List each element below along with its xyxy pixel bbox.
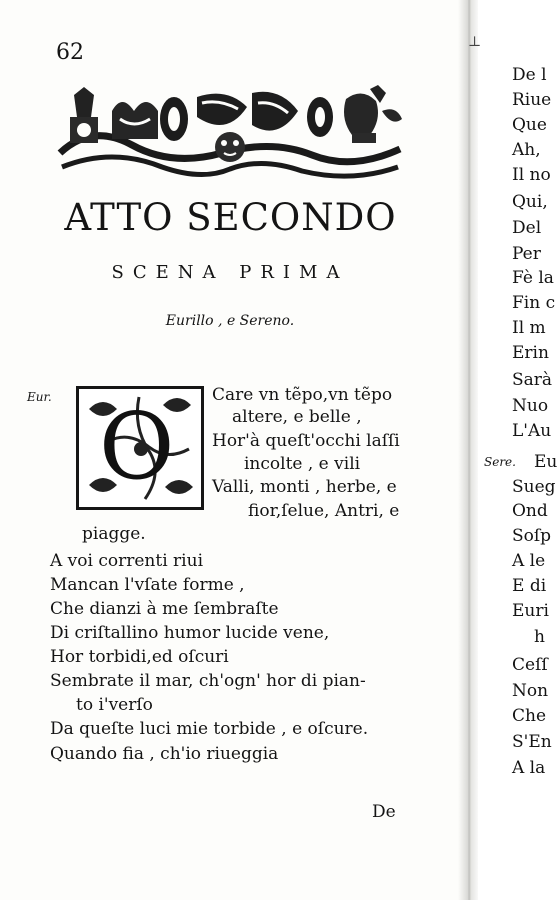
gutter-mark: ⊥ [468, 34, 482, 50]
right-page-line: Del [512, 218, 542, 238]
ornamental-headpiece [52, 83, 407, 185]
right-page-line: Nuo [512, 396, 549, 416]
verse-line: Hor'à queſt'occhi laſſi [212, 431, 400, 451]
verse-line: Mancan l'vſate forme , [50, 575, 245, 595]
right-page-line: Per [512, 244, 541, 264]
right-page-line: Que [512, 115, 547, 135]
verse-line: A voi correnti riui [50, 551, 203, 571]
right-page-line: S'En [512, 732, 552, 752]
verse-line: Che dianzi à me ſembraſte [50, 599, 279, 619]
right-page-line: A la [512, 758, 546, 778]
right-page-line: Riue [512, 90, 552, 110]
right-page-line: E di [512, 576, 547, 596]
page-number: 62 [56, 40, 84, 65]
right-page-line: Sarà [512, 370, 553, 390]
verse-line: Hor torbidi,ed oſcuri [50, 647, 229, 667]
act-title: ATTO SECONDO [64, 196, 397, 239]
verse-line: incolte , e vili [244, 454, 361, 474]
right-page-line: Ond [512, 501, 548, 521]
verse-line: to i'verſo [76, 695, 153, 715]
verse-line: Sembrate il mar, ch'ogn' hor di pian- [50, 671, 366, 691]
verse-line: Di criſtallino humor lucide vene, [50, 623, 330, 643]
right-page-line: Euri [512, 601, 549, 621]
verse-line: altere, e belle , [232, 407, 362, 427]
right-page-line: Non [512, 681, 549, 701]
right-speaker-label: Sere. [484, 455, 516, 469]
character-list: Eurillo , e Sereno. [165, 313, 295, 329]
verse-line: Care vn tẽpo,vn tẽpo [212, 385, 393, 405]
verse-line: Quando fia , ch'io riueggia [50, 744, 279, 764]
initial-letter: O [99, 393, 175, 500]
verse-line: piagge. [82, 524, 146, 544]
right-page-line: Soſp [512, 526, 552, 546]
decorated-initial [76, 386, 204, 510]
right-page-line: Eu [534, 452, 557, 472]
right-page-line: Ah, [512, 140, 541, 160]
right-page-line: De l [512, 65, 547, 85]
right-page-line: L'Au [512, 421, 552, 441]
verse-line: fior,ſelue, Antri, e [248, 501, 400, 521]
right-page-line: Che [512, 706, 547, 726]
right-page-line: h [534, 627, 545, 647]
right-page-line: Il no [512, 165, 551, 185]
right-page-line: Il m [512, 318, 546, 338]
right-page [478, 0, 555, 900]
right-page-line: Erin [512, 343, 549, 363]
binding-gutter [458, 0, 480, 900]
right-page-line: Sueg [512, 477, 556, 497]
verse-line: Da queſte luci mie torbide , e oſcure. [50, 719, 369, 739]
right-page-line: Fè la [512, 268, 554, 288]
speaker-label: Eur. [27, 390, 52, 404]
right-page-line: A le [512, 551, 546, 571]
right-page-line: Fin c [512, 293, 556, 313]
right-page-line: Qui, [512, 192, 548, 212]
verse-line: Valli, monti , herbe, e [212, 477, 397, 497]
right-page-line: Ceſſ [512, 655, 548, 675]
catchword: De [372, 802, 396, 822]
scene-title: SCENA PRIMA [111, 262, 349, 283]
